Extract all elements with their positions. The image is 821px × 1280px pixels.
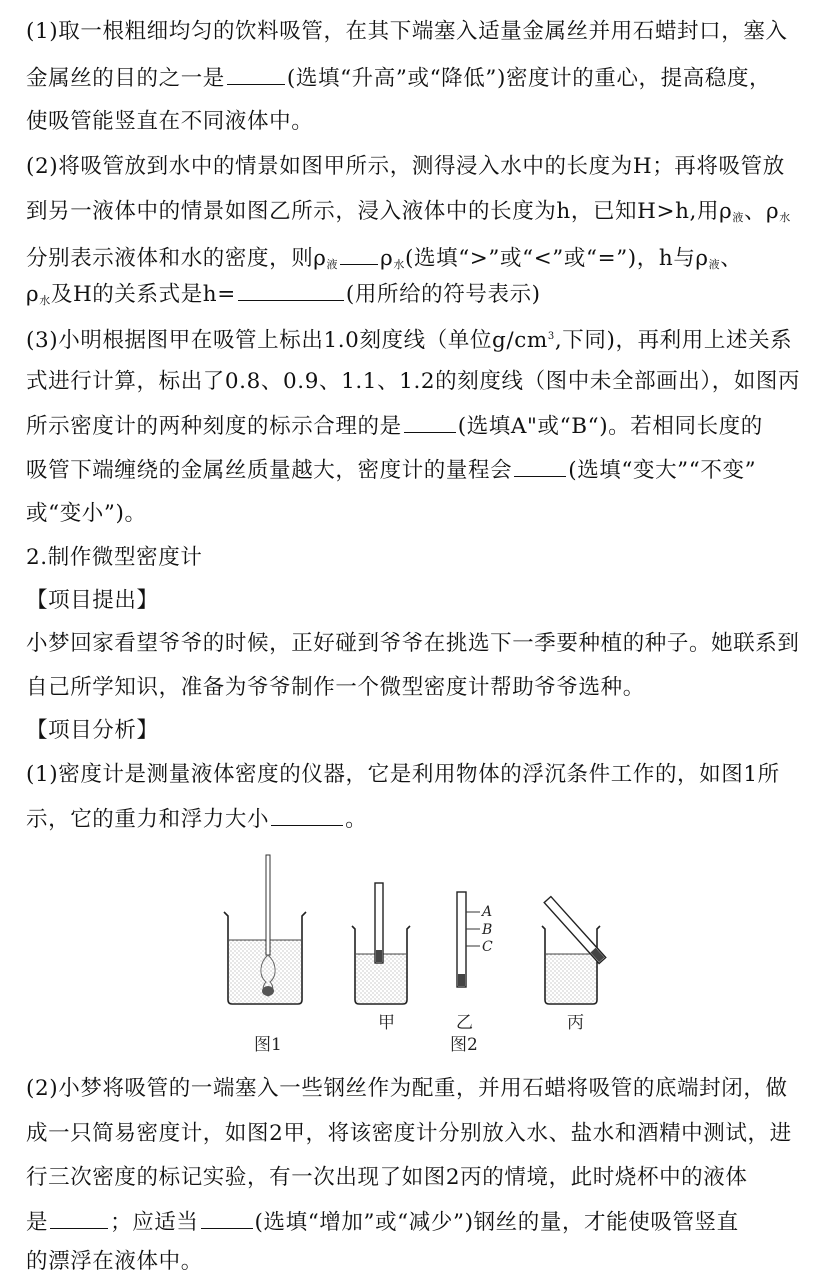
q3-line1 xyxy=(26,323,792,355)
subscript-water: 水 xyxy=(39,294,51,307)
q1-line3: 使吸管能竖直在不同液体中。 xyxy=(26,109,314,134)
answer-blank[interactable] xyxy=(271,805,343,826)
part2-line3: 行三次密度的标记实验，有一次出现了如图2丙的情境，此时烧杯中的液体 xyxy=(26,1165,748,1190)
q2-line2-text-a: 到另一液体中的情景如图乙所示，浸入液体中的长度为h，已知H>h,用ρ xyxy=(26,199,733,224)
caption-figure2: 图2 xyxy=(450,1035,478,1055)
q3-line3 xyxy=(26,412,763,441)
answer-blank[interactable] xyxy=(404,412,456,433)
paragraph-line2: 自己所学知识，准备为爷爷制作一个微型密度计帮助爷爷选种。 xyxy=(26,675,645,700)
q2-line3 xyxy=(26,244,742,279)
part2-line4-text-a: 是 xyxy=(26,1210,49,1235)
heading-project-proposal: 【项目提出】 xyxy=(26,588,159,613)
q2-line3-text-d: 、 xyxy=(720,246,743,271)
mark-c: C xyxy=(482,939,493,955)
paragraph-line1: 小梦回家看望爷爷的时候，正好碰到爷爷在挑选下一季要种植的种子。她联系到 xyxy=(26,631,800,656)
answer-blank[interactable] xyxy=(238,280,344,301)
q1-line2 xyxy=(26,64,771,93)
subscript-liquid: 液 xyxy=(732,211,744,224)
q3-line4 xyxy=(26,456,756,485)
q3-line3-text-b: (选填A"或“B“)。若相同长度的 xyxy=(457,414,763,439)
q2-line3-text-b: ρ xyxy=(380,246,394,271)
q3-line4-text-b: (选填“变大”“不变” xyxy=(568,458,757,483)
q2-line1: (2)将吸管放到水中的情景如图甲所示，测得浸入水中的长度为H；再将吸管放 xyxy=(26,154,785,179)
subscript-liquid: 液 xyxy=(708,258,721,271)
analysis-line2-text-a: 示，它的重力和浮力大小 xyxy=(26,807,270,832)
q2-line3-text-a: 分别表示液体和水的密度，则ρ xyxy=(26,246,327,271)
q2-line4-text-b: 及H的关系式是h= xyxy=(50,282,236,307)
analysis-line2-text-b: 。 xyxy=(345,807,368,832)
figure2-jia-beaker xyxy=(352,883,410,1004)
answer-blank[interactable] xyxy=(340,244,378,265)
section-title: 2.制作微型密度计 xyxy=(26,545,203,570)
superscript-3: 3 xyxy=(547,331,555,342)
hydrometer-figure xyxy=(210,850,610,1055)
answer-blank[interactable] xyxy=(514,456,566,477)
q2-line4-text-a: ρ xyxy=(26,282,40,307)
part2-line4-text-c: (选填“增加”或“减少”)钢丝的量，才能使吸管竖直 xyxy=(254,1210,739,1235)
subscript-water: 水 xyxy=(779,211,791,224)
q3-line2: 式进行计算，标出了0.8、0.9、1.1、1.2的刻度线（图中未全部画出），如图丙 xyxy=(26,369,801,394)
subscript-water: 水 xyxy=(393,258,406,271)
q1-line2-text-a: 金属丝的目的之一是 xyxy=(26,66,225,91)
q1-line2-text-b: (选填“升高”或“降低”)密度计的重心，提高稳度， xyxy=(286,66,772,91)
q3-line4-text-a: 吸管下端缠绕的金属丝质量越大，密度计的量程会 xyxy=(26,458,513,483)
q3-line1-text-b: ,下同)，再利用上述关系 xyxy=(554,328,793,353)
mark-b: B xyxy=(482,922,493,938)
analysis-line1: (1)密度计是测量液体密度的仪器，它是利用物体的浮沉条件工作的，如图1所 xyxy=(26,762,780,787)
part2-line2: 成一只简易密度计，如图2甲，将该密度计分别放入水、盐水和酒精中测试，进 xyxy=(26,1121,792,1146)
label-jia: 甲 xyxy=(378,1013,395,1033)
analysis-line2 xyxy=(26,805,367,834)
part2-line5: 的漂浮在液体中。 xyxy=(26,1249,203,1274)
part2-line4-text-b: ；应适当 xyxy=(110,1210,199,1235)
label-yi: 乙 xyxy=(456,1013,473,1033)
q2-line4-text-c: (用所给的符号表示) xyxy=(345,282,541,307)
part2-line1: (2)小梦将吸管的一端塞入一些钢丝作为配重，并用石蜡将吸管的底端封闭，做 xyxy=(26,1076,788,1101)
q3-line1-text-a: (3)小明根据图甲在吸管上标出1.0刻度线（单位g/cm xyxy=(26,328,548,353)
answer-blank[interactable] xyxy=(50,1208,108,1229)
label-bing: 丙 xyxy=(567,1013,584,1033)
heading-project-analysis: 【项目分析】 xyxy=(26,718,159,743)
caption-figure1: 图1 xyxy=(254,1035,282,1055)
q3-line5: 或“变小”)。 xyxy=(26,501,147,526)
answer-blank[interactable] xyxy=(227,64,285,85)
q2-line4 xyxy=(26,280,541,315)
q3-line3-text-a: 所示密度计的两种刻度的标示合理的是 xyxy=(26,414,402,439)
q2-line2 xyxy=(26,198,791,232)
figure2-bing-beaker xyxy=(542,897,606,1004)
figure2-yi-straw xyxy=(457,892,493,987)
subscript-liquid: 液 xyxy=(326,258,339,271)
q1-line1: (1)取一根粗细均匀的饮料吸管，在其下端塞入适量金属丝并用石蜡封口，塞入 xyxy=(26,19,788,44)
q2-line2-text-b: 、ρ xyxy=(743,199,780,224)
part2-line4 xyxy=(26,1208,739,1237)
q2-line3-text-c: (选填“>”或“<”或“=”)，h与ρ xyxy=(405,246,709,271)
mark-a: A xyxy=(482,904,493,920)
answer-blank[interactable] xyxy=(201,1208,253,1229)
